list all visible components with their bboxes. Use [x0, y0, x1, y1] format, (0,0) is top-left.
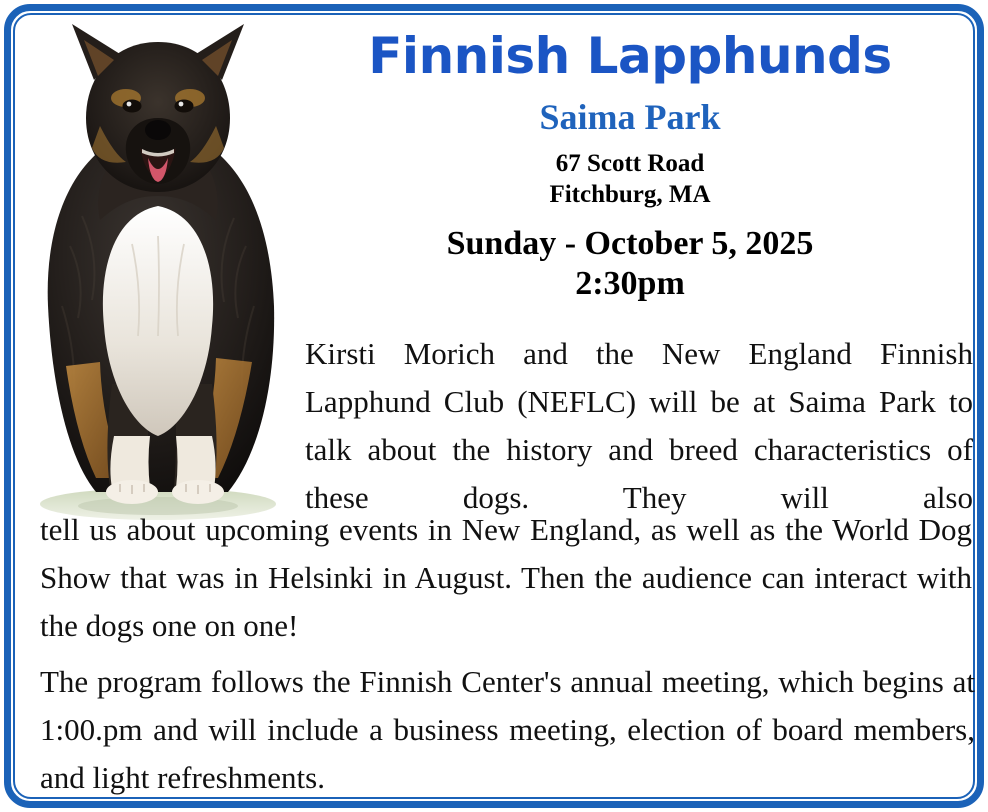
description-paragraph-1-top: Kirsti Morich and the New England Finnish Lapphund Club (NEFLC) will be at Saima Park to talk about the history and breed characteristics of these dogs. They will also: [305, 336, 973, 515]
event-time: 2:30pm: [575, 265, 685, 302]
description-paragraph-2: The program follows the Finnish Center's annual meeting, which begins at 1:00.pm and will include a business meeting, election of board members, and light refreshments.: [40, 664, 975, 795]
event-datetime: [300, 224, 960, 304]
address-line-1: 67 Scott Road: [555, 150, 705, 177]
address-line-2: Fitchburg, MA: [549, 181, 711, 208]
dog-photo: [8, 6, 308, 521]
page-title: Finnish Lapphunds: [368, 27, 892, 85]
address-block: [300, 148, 960, 210]
venue-name: Saima Park: [539, 97, 721, 137]
description-paragraph-1-bottom: tell us about upcoming events in New England, as well as the World Dog Show that was in Helsinki in August. Then the audience can interact with the dogs one on one!: [40, 512, 972, 643]
event-date: Sunday - October 5, 2025: [446, 225, 814, 262]
